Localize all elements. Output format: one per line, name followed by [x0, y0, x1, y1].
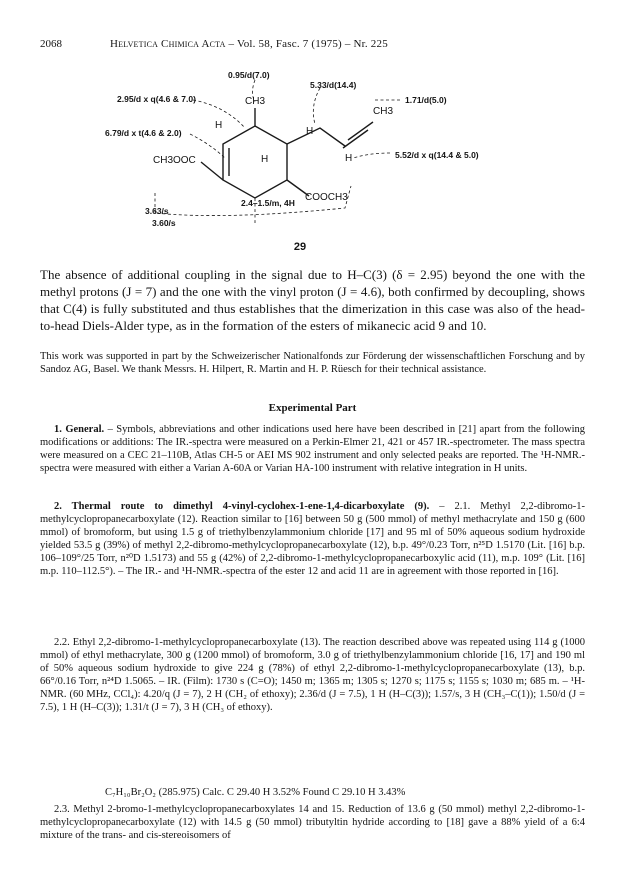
atom-label: COOCH3	[305, 192, 348, 203]
subsection-heading: 2. Thermal route to dimethyl 4-vinyl-cyclohex-1-ene-1,4-dicarboxylate (9).	[54, 501, 430, 512]
shift-label: 3.63/s	[145, 206, 169, 216]
paragraph-text: – 2.1. Methyl 2,2-dibromo-1-methylcyclopropanecarboxylate (12). Reaction similar to [16] between 50 g (500 mmol) of methyl methacrylate and 150 g (600 mmol) of bromoform, but using 1.5 g of triethylbenzylammonium chloride [17] and 95 ml of 50% aqueous sodium hydroxide yielded 53.5 g (39%) of methyl 2,2-dibromo-methylcyclopropanecarboxylate (12), b.p. 49°/0.23 Torr, n²⁵D 1.5170 (Lit. [16] b.p. 106–109°/25 Torr, n²⁰D 1.5173) and 55 g (42%) of 2,2-dibromo-1-methylcyclopropanecarboxylic acid (11), m.p. 109° (Lit. [16] m.p. 110–112.5°). – The IR.- and ¹H-NMR.-spectra of the ester 12 and acid 11 are in agreement with those reported in [16].	[40, 501, 586, 577]
shift-label: 5.52/d x q(14.4 & 5.0)	[395, 150, 479, 160]
paragraph-text: – Symbols, abbreviations and other indications used here have been described in [21] apart from the following modifications or additions: The IR.-spectra were measured on a Perkin-Elmer 21, 421 or 457 IR.-spectrometer. The mass spectra were measured on a CEC 21–110B, Atlas CH-5 or AEI MS 902 instrument and only selected peaks are reported. The ¹H-NMR.-spectra were measured with either a Varian A-60A or Varian HA-100 instrument with relative integration in H units.	[40, 424, 585, 474]
journal-issue: – Vol. 58, Fasc. 7 (1975) – Nr. 225	[225, 38, 388, 50]
leader-line	[313, 88, 320, 124]
structure-figure	[105, 58, 495, 273]
atom-label: H	[215, 120, 223, 131]
page-number: 2068	[40, 38, 62, 50]
atom-label: H	[261, 154, 269, 165]
vinyl-double-bond	[348, 122, 373, 140]
vinyl-bond	[287, 128, 345, 146]
acknowledgement-paragraph: This work was supported in part by the Schweizerischer Nationalfonds zur Förderung der wissenschaftlichen Forschung and by Sandoz AG, Basel. We thank Messrs. H. Hilpert, R. Martin and H. P. Rüesch for their technical assistance.	[40, 351, 585, 375]
compound-number: 29	[293, 241, 307, 253]
shift-label: 3.60/s	[152, 218, 176, 228]
general-paragraph	[40, 423, 585, 475]
shift-label: 0.95/d(7.0)	[228, 70, 270, 80]
shift-label: 5.33/d(14.4)	[310, 80, 357, 90]
procedure-paragraph: 2.3. Methyl 2-bromo-1-methylcyclopropanecarboxylates 14 and 15. Reduction of 13.6 g (50 mmol) methyl 2,2-dibromo-1-methylcyclopropanecarboxylate (12) with 14.5 g (50 mmol) tributyltin hydride according to [18] gave a 88% yield of a 6:4 mixture of the trans- and cis-stereoisomers of	[40, 804, 585, 841]
ring-bond	[223, 126, 287, 198]
elemental-analysis: C₇H₁₀Br₂O₂ (285.975) Calc. C 29.40 H 3.52% Found C 29.10 H 3.43%	[105, 787, 406, 798]
shift-label: 2.4–1.5/m, 4H	[241, 198, 295, 208]
shift-label: 2.95/d x q(4.6 & 7.0)	[117, 94, 196, 104]
body-paragraph: The absence of additional coupling in the signal due to H–C(3) (δ = 2.95) beyond the one with the methyl protons (J = 7) and the one with the vinyl proton (J = 4.6), both confirmed by decoupling, shows that C(4) is fully substituted and thus establishes that the dimerization in this case was also of the head-to-head Diels-Alder type, as in the formation of the esters of mikanecic acid 9 and 10.	[40, 267, 585, 333]
atom-label: CH3	[245, 96, 266, 107]
shift-label: 6.79/d x t(4.6 & 2.0)	[105, 128, 182, 138]
procedure-paragraph: 2.2. Ethyl 2,2-dibromo-1-methylcyclopropanecarboxylate (13). The reaction described above was repeated using 114 g (1000 mmol) of ethyl methacrylate, 300 g (1200 mmol) of bromoform, 3.0 g of triethylbenzylammonium chloride [16, 17] and 190 ml of 50% aqueous sodium hydroxide to give 224 g (78%) of ethyl 2,2-dibromo-1-methylcyclopropanecarboxylate (13), b.p. 66°/0.16 Torr, n²⁴D 1.5065. – IR. (Film): 1730 s (C=O); 1450 m; 1365 m; 1305 s; 1270 s; 1175 s; 1155 s; 1030 m; 685 m. – ¹H-NMR. (60 MHz, CCl₄): 4.20/q (J = 7), 2 H (CH₂ of ethoxy); 2.36/d (J = 7.5), 1 H (H–C(3)); 1.57/s, 3 H (CH₃–C(1)); 1.50/d (J = 7.5), 1 H (H–C(3)); 1.31/t (J = 7), 3 H (CH₃ of ethoxy).	[40, 637, 585, 713]
atom-label: H	[345, 153, 353, 164]
section-title: Experimental Part	[268, 402, 357, 414]
subsection-heading: 1. General.	[54, 424, 105, 435]
procedure-paragraph	[40, 500, 585, 578]
journal-name: Helvetica Chimica Acta	[110, 38, 226, 50]
vinyl-double-bond-2	[343, 130, 368, 148]
leader-line	[353, 153, 390, 158]
shift-label: 1.71/d(5.0)	[405, 95, 447, 105]
atom-label: CH3	[373, 106, 394, 117]
ester-bond-left	[201, 162, 223, 180]
journal-citation	[110, 38, 388, 50]
atom-label: CH3OOC	[153, 155, 196, 166]
atom-label: H	[306, 126, 314, 137]
